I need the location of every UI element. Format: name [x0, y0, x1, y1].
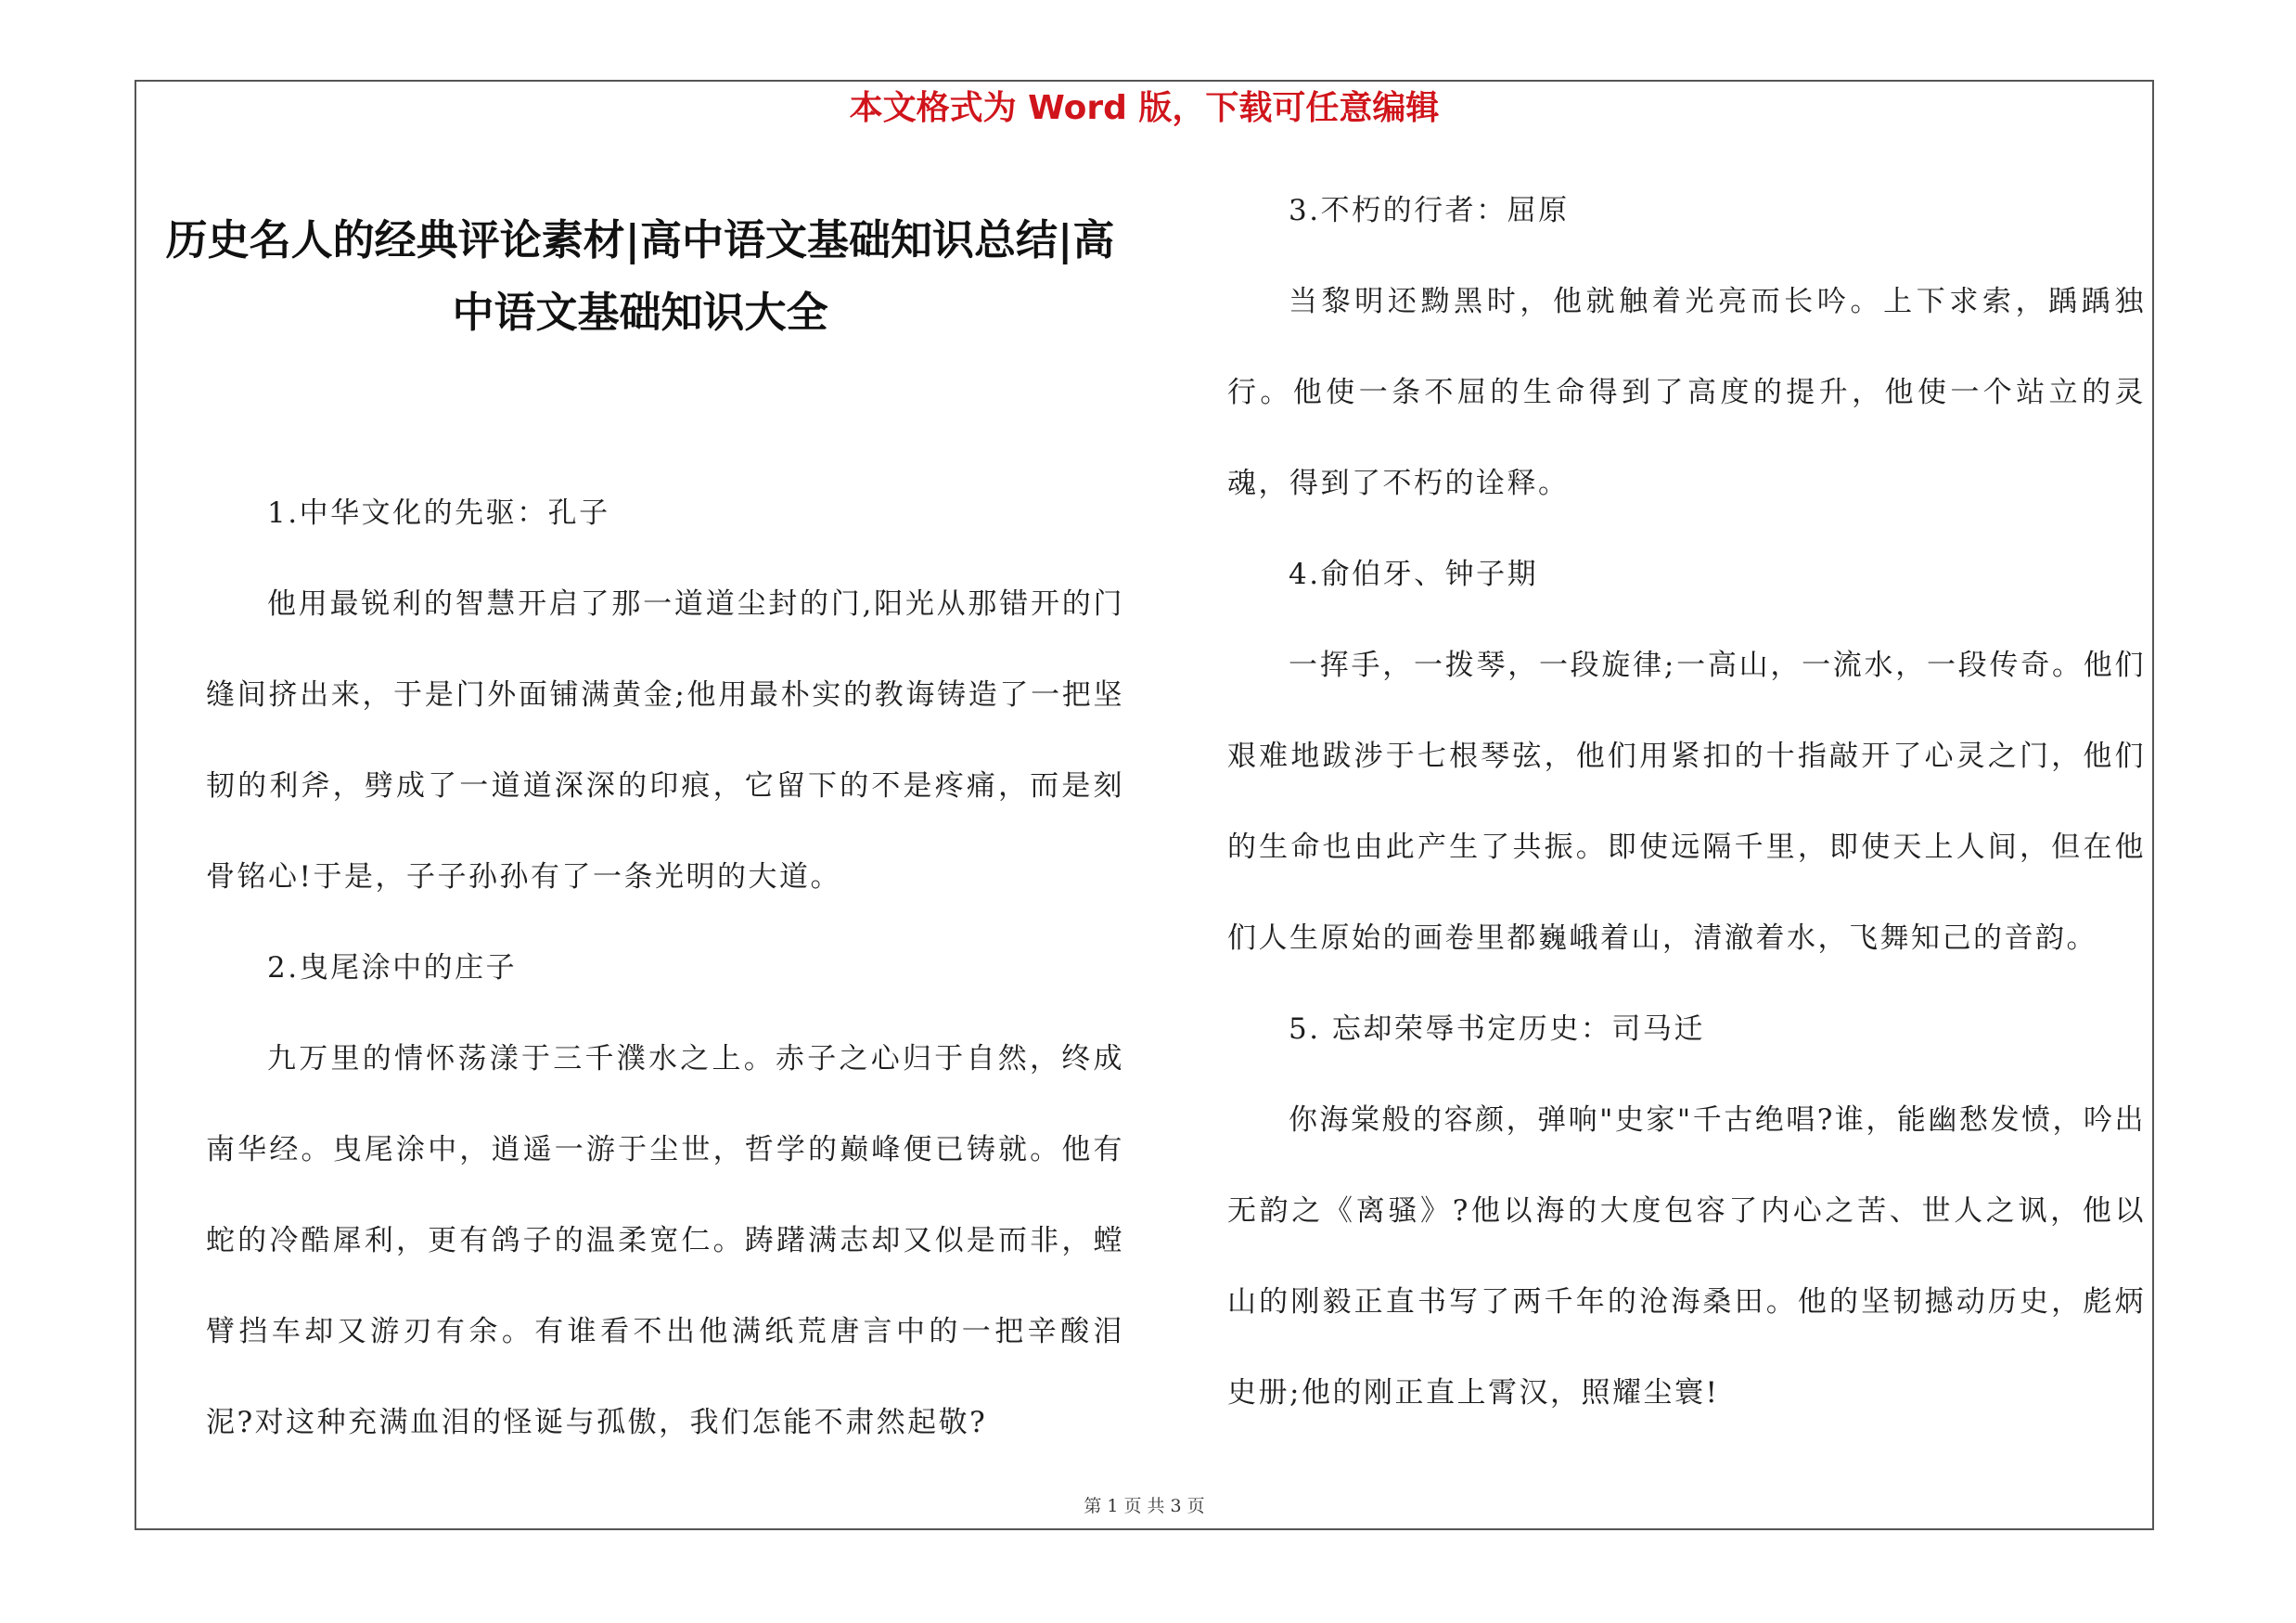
word-format-banner: 本文格式为 Word 版，下载可任意编辑 [849, 89, 1440, 127]
section-heading: 4.俞伯牙、钟子期 [1289, 558, 1539, 591]
section-heading: 3.不朽的行者：屈原 [1289, 194, 1570, 227]
section-heading: 1.中华文化的先驱：孔子 [267, 496, 610, 530]
section-body: 你海棠般的容颜，弹响"史家"千古绝唱?谁，能幽愁发愤，吟出无韵之《离骚》?他以海的大度包容了内心之苦、世人之讽，他以山的刚毅正直书写了两千年的沧海桑田。他的坚韧撼动历史，彪炳史册;他的刚正直上霄汉，照耀尘寰! [1227, 1103, 2146, 1410]
document-title: 历史名人的经典评论素材|高中语文基础知识总结|高中语文基础知识大全 [165, 215, 1115, 337]
section-body: 一挥手，一拨琴，一段旋律;一高山，一流水，一段传奇。他们艰难地跋涉于七根琴弦，他们用紧扣的十指敲开了心灵之门，他们的生命也由此产生了共振。即使远隔千里，即使天上人间，但在他们人生原始的画卷里都巍峨着山，清澈着水，飞舞知己的音韵。 [1227, 649, 2146, 955]
section-body: 当黎明还黝黑时，他就触着光亮而长吟。上下求索，踽踽独行。他使一条不屈的生命得到了高度的提升，他使一个站立的灵魂，得到了不朽的诠释。 [1227, 285, 2146, 500]
section-body: 九万里的情怀荡漾于三千濮水之上。赤子之心归于自然，终成南华经。曳尾涂中，逍遥一游于尘世，哲学的巅峰便已铸就。他有蛇的冷酷犀利，更有鸽子的温柔宽仁。踌躇满志却又似是而非，螳臂挡车却又游刃有余。有谁看不出他满纸荒唐言中的一把辛酸泪泥?对这种充满血泪的怪诞与孤傲，我们怎能不肃然起敬? [206, 1042, 1124, 1439]
section-body: 他用最锐利的智慧开启了那一道道尘封的门,阳光从那错开的门缝间挤出来，于是门外面铺满黄金;他用最朴实的教诲铸造了一把坚韧的利斧，劈成了一道道深深的印痕，它留下的不是疼痛，而是刻骨铭心!于是，子子孙孙有了一条光明的大道。 [206, 587, 1124, 894]
page-number-footer: 第 1 页 共 3 页 [1084, 1496, 1205, 1516]
section-heading: 5. 忘却荣辱书定历史：司马迁 [1289, 1012, 1705, 1046]
left-column [206, 468, 1124, 1468]
section-heading: 2.曳尾涂中的庄子 [267, 951, 518, 985]
right-column [1227, 165, 2146, 1438]
